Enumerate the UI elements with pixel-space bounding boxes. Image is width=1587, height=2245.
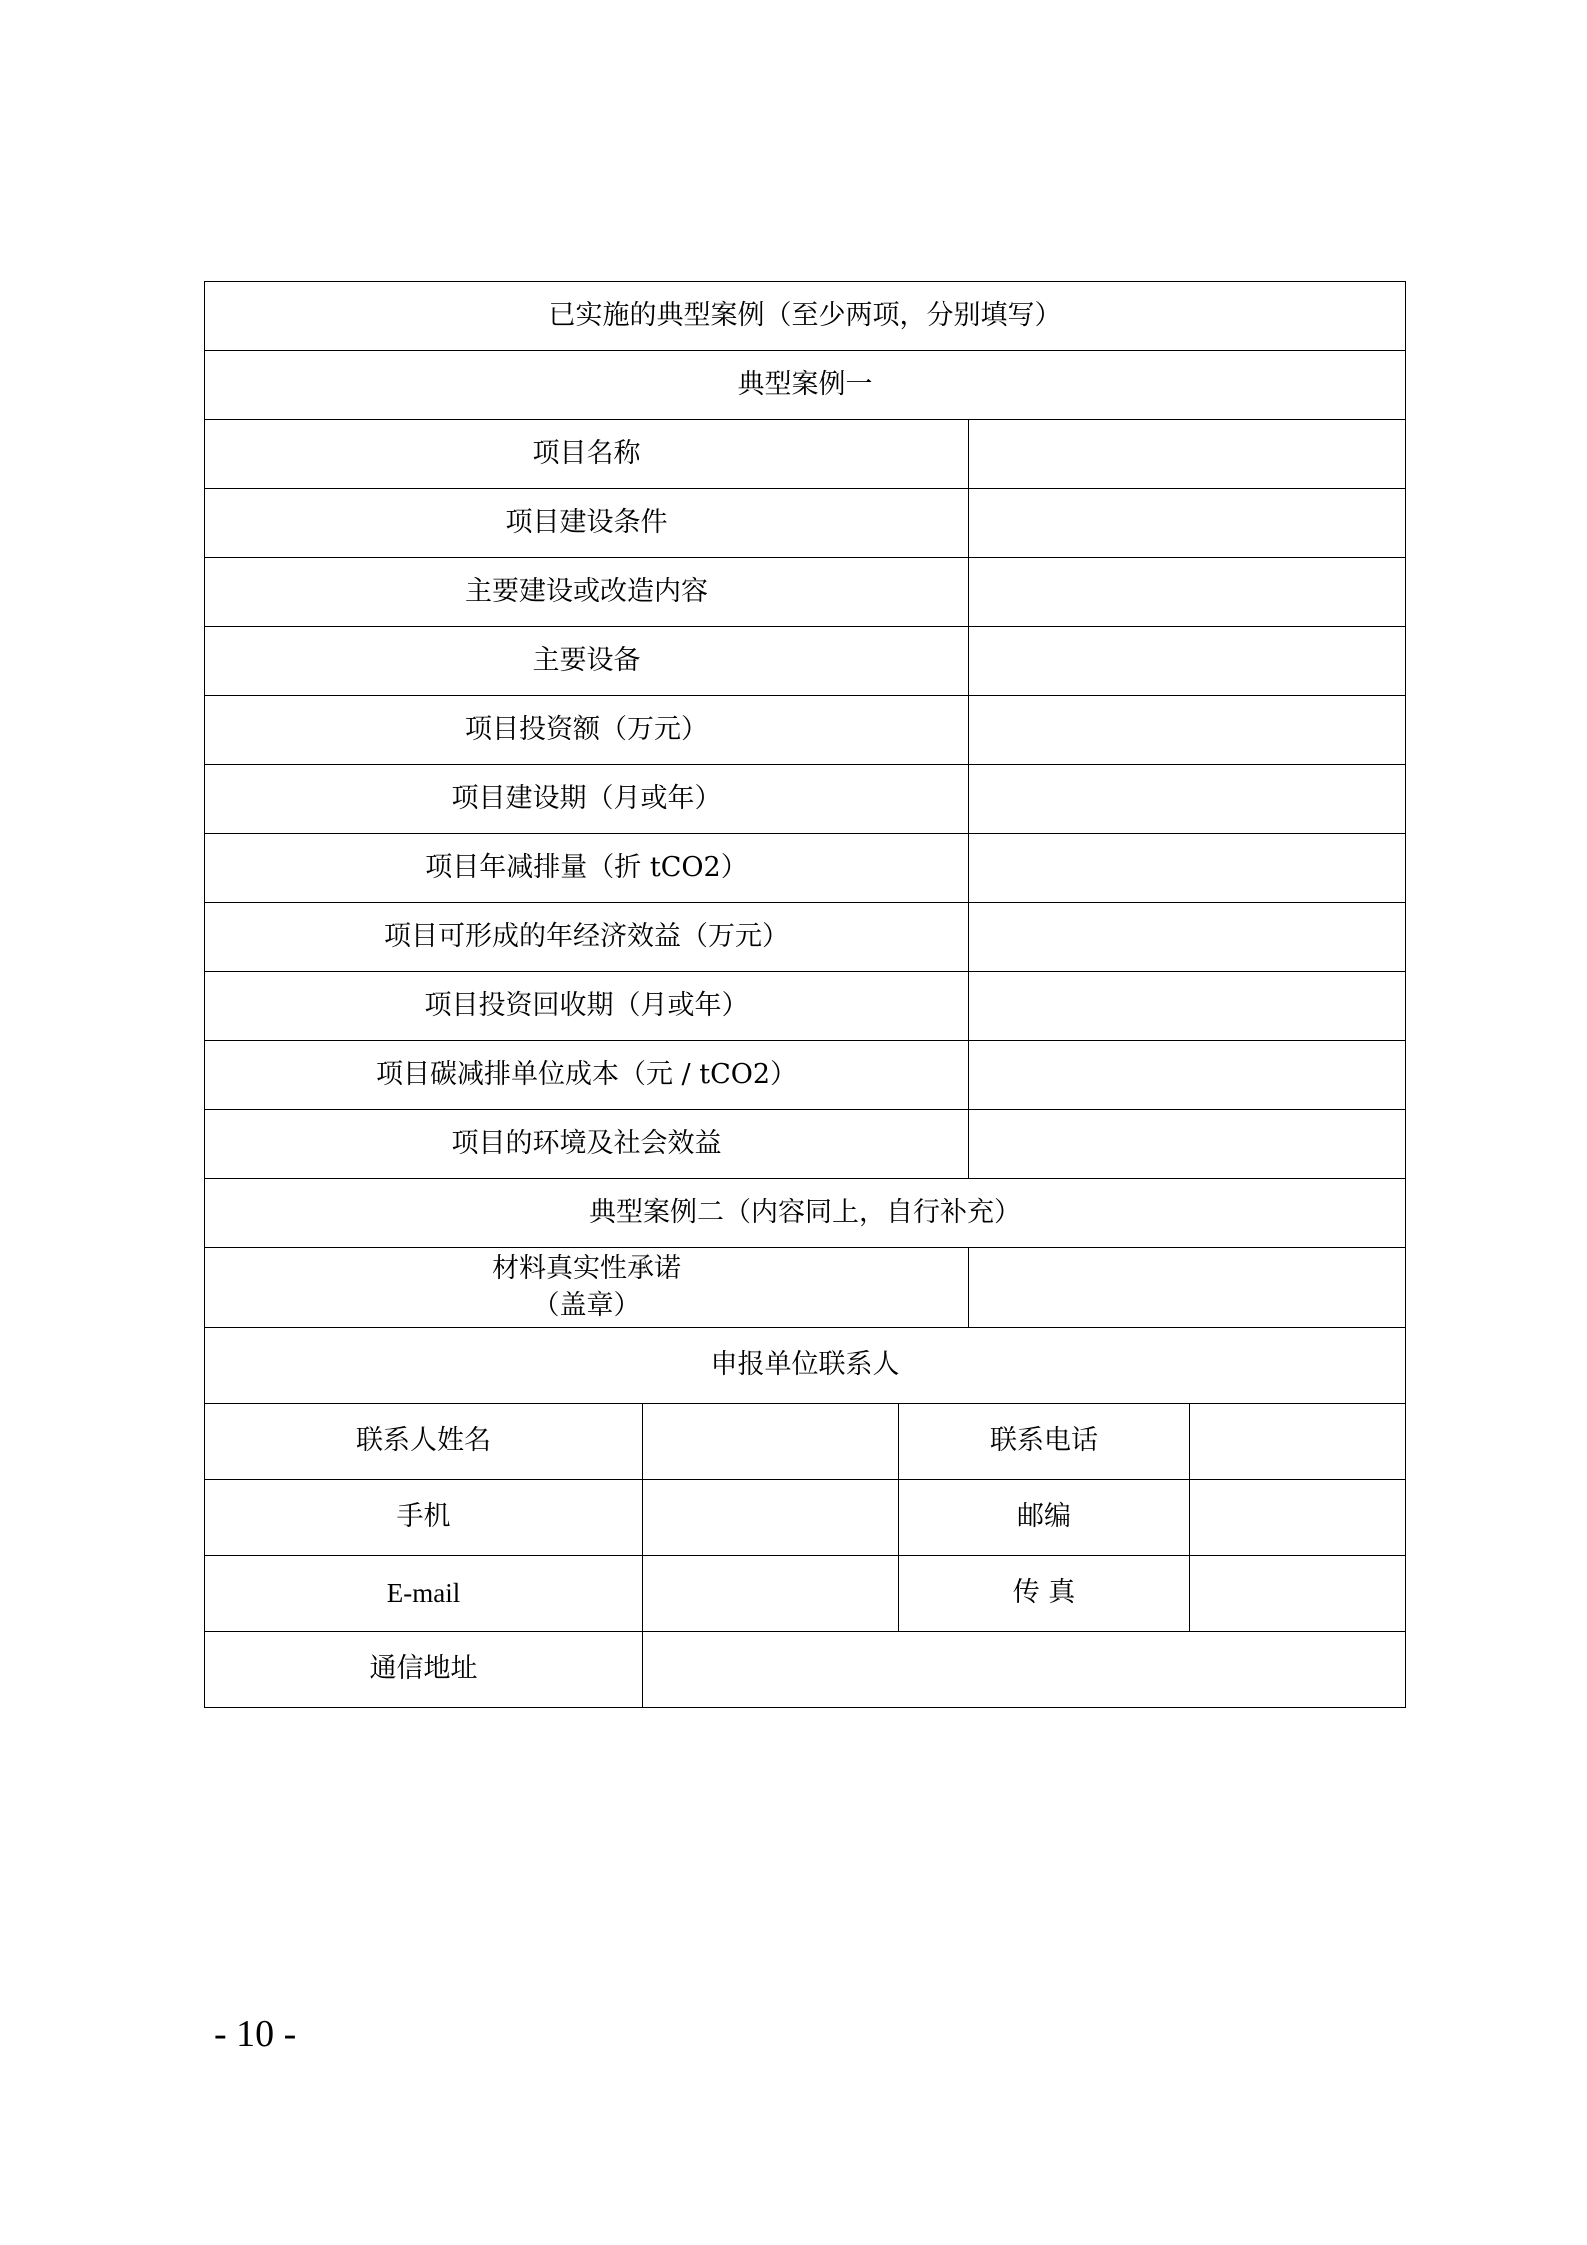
- contact-phone-value[interactable]: [1190, 1404, 1406, 1480]
- field-value-payback-period[interactable]: [969, 972, 1406, 1041]
- field-value-social-benefit[interactable]: [969, 1110, 1406, 1179]
- contact-heading: 申报单位联系人: [205, 1328, 1406, 1404]
- field-label-construction-conditions: 项目建设条件: [205, 489, 969, 558]
- form-title: 已实施的典型案例（至少两项，分别填写）: [205, 282, 1406, 351]
- commitment-value[interactable]: [969, 1248, 1406, 1328]
- field-label-construction-period: 项目建设期（月或年）: [205, 765, 969, 834]
- field-value-annual-reduction[interactable]: [969, 834, 1406, 903]
- contact-name-value[interactable]: [643, 1404, 899, 1480]
- case1-heading: 典型案例一: [205, 351, 1406, 420]
- field-label-social-benefit: 项目的环境及社会效益: [205, 1110, 969, 1179]
- postcode-label: 邮编: [899, 1480, 1190, 1556]
- case2-heading: 典型案例二（内容同上，自行补充）: [205, 1179, 1406, 1248]
- field-value-main-content[interactable]: [969, 558, 1406, 627]
- mobile-value[interactable]: [643, 1480, 899, 1556]
- email-label: E-mail: [205, 1556, 643, 1632]
- field-value-unit-cost[interactable]: [969, 1041, 1406, 1110]
- email-value[interactable]: [643, 1556, 899, 1632]
- field-label-project-name: 项目名称: [205, 420, 969, 489]
- commitment-label: [205, 1248, 969, 1328]
- field-value-economic-benefit[interactable]: [969, 903, 1406, 972]
- field-value-investment[interactable]: [969, 696, 1406, 765]
- fax-value[interactable]: [1190, 1556, 1406, 1632]
- field-label-main-content: 主要建设或改造内容: [205, 558, 969, 627]
- fax-label: 传 真: [899, 1556, 1190, 1632]
- address-label: 通信地址: [205, 1632, 643, 1708]
- commitment-label-line1: 材料真实性承诺: [492, 1253, 681, 1285]
- postcode-value[interactable]: [1190, 1480, 1406, 1556]
- page-number: - 10 -: [214, 2013, 297, 2055]
- field-label-unit-cost: 项目碳减排单位成本（元 / tCO2）: [205, 1041, 969, 1110]
- field-label-economic-benefit: 项目可形成的年经济效益（万元）: [205, 903, 969, 972]
- mobile-label: 手机: [205, 1480, 643, 1556]
- field-value-project-name[interactable]: [969, 420, 1406, 489]
- contact-phone-label: 联系电话: [899, 1404, 1190, 1480]
- address-value[interactable]: [643, 1632, 1406, 1708]
- field-label-annual-reduction: 项目年减排量（折 tCO2）: [205, 834, 969, 903]
- field-label-main-equipment: 主要设备: [205, 627, 969, 696]
- field-value-construction-period[interactable]: [969, 765, 1406, 834]
- contact-name-label: 联系人姓名: [205, 1404, 643, 1480]
- commitment-label-line2: （盖章）: [532, 1289, 641, 1321]
- field-value-construction-conditions[interactable]: [969, 489, 1406, 558]
- field-label-investment: 项目投资额（万元）: [205, 696, 969, 765]
- field-label-payback-period: 项目投资回收期（月或年）: [205, 972, 969, 1041]
- case-form-table: [204, 281, 1406, 1708]
- field-value-main-equipment[interactable]: [969, 627, 1406, 696]
